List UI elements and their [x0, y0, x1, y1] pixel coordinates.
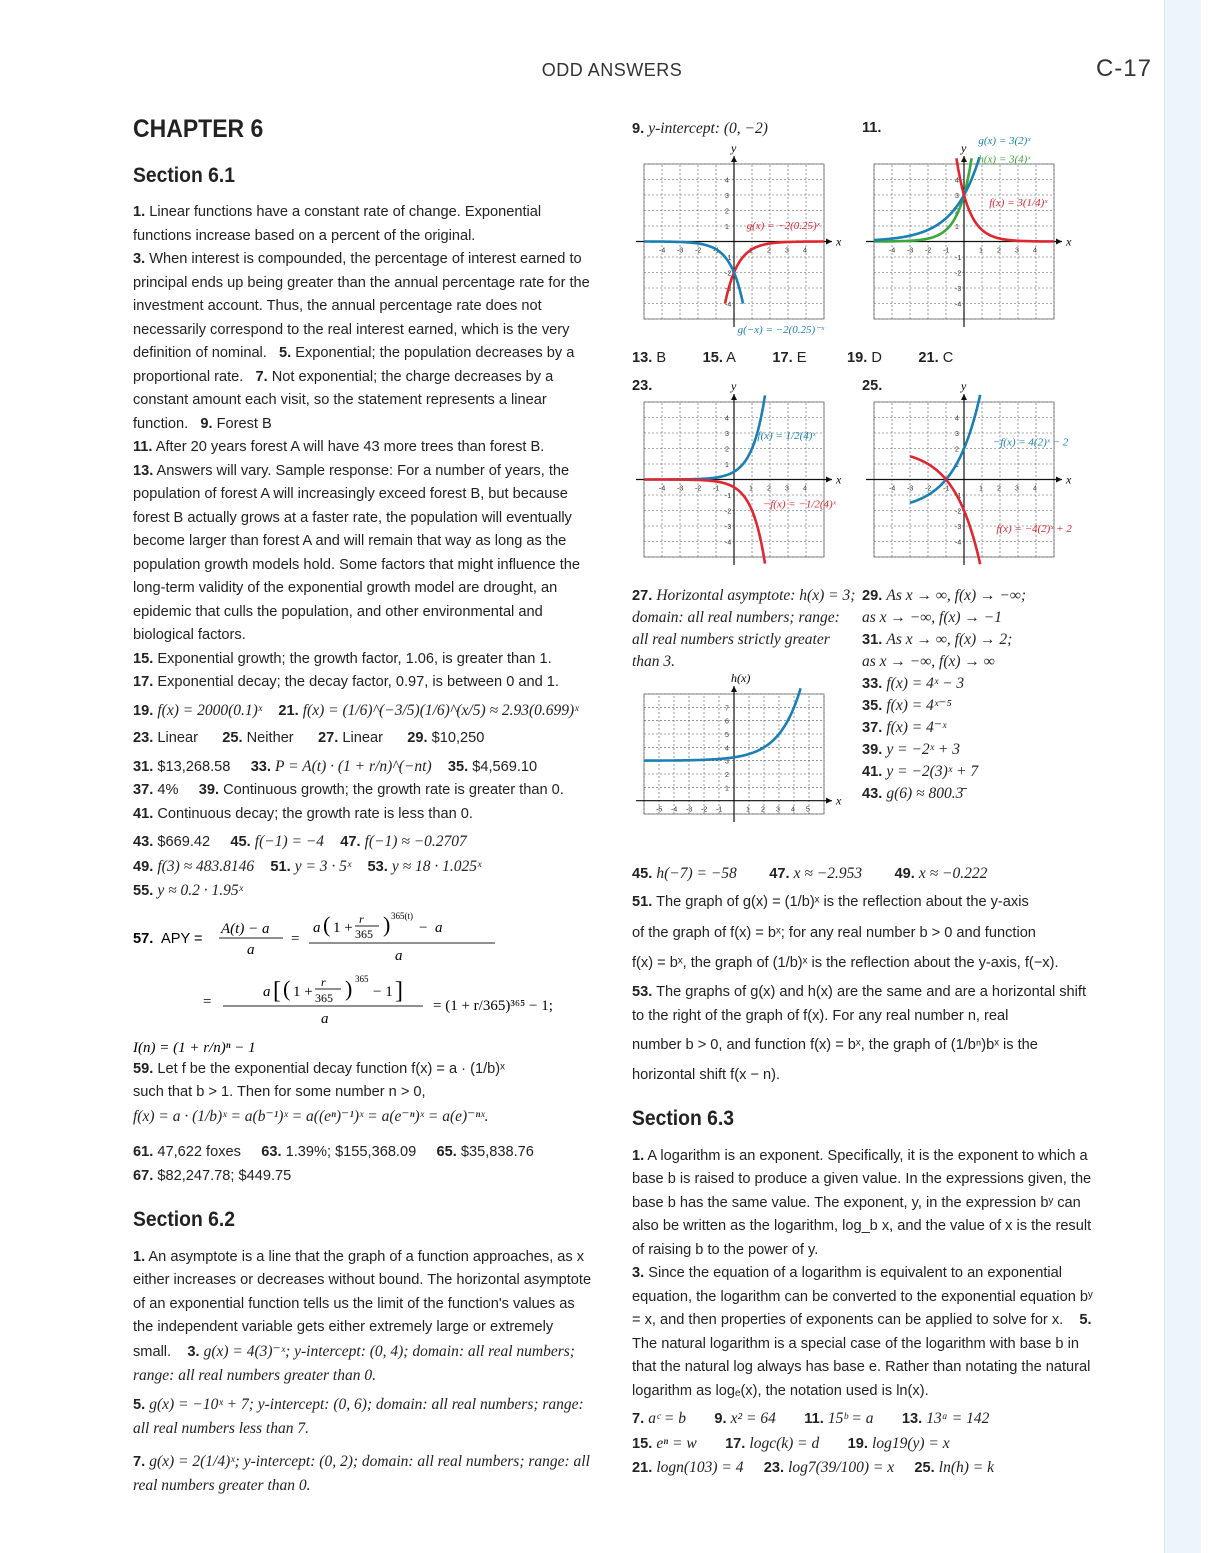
x-axis-arrow	[826, 477, 832, 483]
label-neg-f: −f(x) = −1/2(4)ˣ	[762, 498, 836, 511]
x-tick-label: -1	[943, 247, 950, 255]
answer-6-1-23-29: 23. Linear 25. Neither 27. Linear 29. $10,250	[133, 730, 485, 746]
y-tick-label: 6	[725, 718, 729, 726]
x-tick-label: -4	[671, 806, 678, 814]
y-tick-label: 3	[955, 431, 959, 438]
x-tick-label: 3	[785, 247, 789, 255]
svg-text:57.: 57.	[133, 930, 154, 947]
y-tick-label: -1	[725, 493, 732, 500]
x-tick-label: -2	[925, 247, 932, 255]
y-tick-label: 4	[955, 415, 959, 423]
answer-6-2-7: 7. g(x) = 2(1/4)ˣ; y-intercept: (0, 2); domain: all real numbers; range: all real numbers greater than 0.	[133, 1452, 590, 1494]
x-tick-label: -4	[659, 247, 666, 255]
x-tick-label: -2	[695, 485, 702, 493]
x-tick-label: 2	[761, 806, 765, 814]
answer-6-1-3: 3. When interest is compounded, the percentage of interest earned to principal ends up being greater than the annual percentage rate for the investment account. Thus, the annual percentage rate does not necessarily correspond to the real interest earned, which is the very definition of nominal. 5. Exponential; the population decreases by a proportional rate. 7. Not exponential; the charge decreases by a constant amount each visit, so the statement represents a linear function. 9. Forest B	[133, 251, 590, 432]
svg-text:− 1: − 1	[373, 983, 393, 1000]
x-tick-label: 2	[767, 247, 771, 255]
label-g-neg: g(−x) = −2(0.25)⁻ˣ	[737, 323, 825, 336]
svg-text:−: −	[419, 919, 428, 936]
x-tick-label: 2	[997, 247, 1001, 255]
y-tick-label: 3	[725, 758, 729, 766]
y-tick-label: 1	[725, 462, 729, 469]
x-tick-label: 2	[997, 485, 1001, 493]
y-axis-label: y	[961, 141, 967, 155]
x-tick-label: -3	[907, 485, 914, 493]
x-tick-label: -1	[716, 806, 723, 814]
answer-6-1-1: 1. Linear functions have a constant rate of change. Exponential functions increase based on a percent of the original.	[133, 204, 542, 244]
mc-row: 13. B 15. A 17. E 19. D 21. C	[632, 350, 954, 366]
section-heading-6-2: Section 6.2	[133, 1208, 236, 1231]
x-axis-label: x	[1066, 234, 1072, 249]
svg-text:1 +: 1 +	[333, 919, 353, 936]
x-tick-label: 1	[979, 247, 983, 255]
answer-6-1-55: 55. y ≈ 0.2 · 1.95ˣ	[133, 882, 243, 899]
x-tick-label: 4	[791, 806, 795, 814]
svg-text:1 +: 1 +	[293, 983, 313, 1000]
x-tick-label: -2	[701, 806, 708, 814]
graph-q27	[632, 672, 852, 832]
curve-h	[644, 688, 801, 760]
y-tick-label: 7	[725, 705, 729, 713]
x-tick-label: -3	[907, 247, 914, 255]
x-tick-label: 1	[749, 247, 753, 255]
x-tick-label: 2	[767, 485, 771, 493]
y-tick-label: 4	[725, 177, 729, 185]
answer-6-2-41: 41. y = −2(3)ˣ + 7	[862, 763, 979, 780]
answer-6-1-59-c: f(x) = a · (1/b)ˣ = a(b⁻¹)ˣ = a((eⁿ)⁻¹)ˣ = a(e⁻ⁿ)ˣ = a(e)⁻ⁿˣ.	[133, 1107, 489, 1125]
y-tick-label: 2	[725, 446, 729, 454]
apy-label: APY =	[161, 930, 203, 947]
answer-6-1-13: 13. Answers will vary. Sample response: For a number of years, the population of forest A will increasingly exceed forest B, but because forest B actually grows at a faster rate, the population will eventually become larger than forest A and will remain that way as long as the population growth models hold. Some factors that might influence the long-term validity of the exponential growth model are drought, an epidemic that culls the population, and other environmental and biological factors.	[133, 462, 580, 643]
answer-6-2-31: 31. As x → ∞, f(x) → 2;	[862, 631, 1013, 648]
y-tick-label: -1	[955, 493, 962, 500]
x-tick-label: -2	[695, 247, 702, 255]
svg-text:(: (	[323, 911, 331, 937]
y-tick-label: -4	[955, 539, 962, 547]
y-tick-label: 1	[725, 785, 729, 793]
right-column-text	[632, 862, 1097, 1481]
y-axis-arrow	[961, 394, 967, 400]
y-axis-label: y	[961, 379, 967, 393]
y-axis-label: y	[731, 379, 737, 393]
x-tick-label: -1	[943, 485, 950, 493]
answer-6-3-1: 1. A logarithm is an exponent. Specifically, it is the exponent to which a base b is raised to produce a given value. In the expressions given, the base b has the same value. The exponent, y, in the expression bʸ can also be written as the logarithm, log_b x, and the value of x is the result of raising b to the power of y.	[632, 1147, 1092, 1258]
answer-6-1-31-35: 31. $13,268.58 33. P = A(t) · (1 + r/n)^(−nt) 35. $4,569.10	[133, 757, 538, 775]
x-axis-arrow	[826, 239, 832, 245]
label-f: f(x) = −4(2)ˣ + 2	[996, 523, 1072, 536]
answer-6-1-61-65: 61. 47,622 foxes 63. 1.39%; $155,368.09 65. $35,838.76	[133, 1144, 534, 1160]
answer-6-1-37-41: 37. 4% 39. Continuous growth; the growth rate is greater than 0. 41. Continuous decay; the growth rate is less than 0.	[133, 782, 564, 822]
y-axis-arrow	[961, 156, 967, 162]
y-tick-label: -3	[955, 286, 962, 293]
label-g: g(x) = 3(2)ˣ	[978, 134, 1031, 147]
svg-text:]: ]	[395, 977, 403, 1004]
x-tick-label: 1	[746, 806, 750, 814]
svg-text:r: r	[359, 911, 364, 926]
page-margin-strip	[1164, 0, 1201, 1553]
answer-6-2-33: 33. f(x) = 4ˣ − 3	[862, 675, 965, 692]
answer-6-1-43-47: 43. $669.42 45. f(−1) = −4 47. f(−1) ≈ −0.2707	[133, 833, 467, 850]
x-tick-label: -2	[925, 485, 932, 493]
apy-simplified: = (1 + r/365)³⁶⁵ − 1;	[433, 997, 553, 1014]
label-f: f(x) = 1/2(4)ˣ	[757, 430, 816, 443]
y-axis-label: y	[731, 141, 737, 155]
answer-6-2-29: 29. As x → ∞, f(x) → −∞;	[862, 587, 1027, 604]
answer-6-2-53c: horizontal shift f(x − n).	[632, 1066, 781, 1083]
answer-6-1-49-53: 49. f(3) ≈ 483.8146 51. y = 3 · 5ˣ 53. y ≈ 18 · 1.025ˣ	[133, 857, 482, 875]
x-axis-label: x	[1066, 472, 1072, 487]
x-tick-label: -3	[677, 247, 684, 255]
y-tick-label: 2	[955, 208, 959, 216]
x-tick-label: 3	[776, 806, 780, 814]
svg-text:): )	[383, 911, 391, 937]
answer-6-1-17: 17. Exponential decay; the decay factor, 0.97, is between 0 and 1.	[133, 674, 559, 690]
y-tick-label: 1	[955, 224, 959, 231]
q23-label: 23.	[632, 378, 653, 394]
svg-text:365: 365	[315, 990, 333, 1005]
x-tick-label: -5	[656, 806, 663, 814]
answer-6-2-1: 1. An asymptote is a line that the graph of a function approaches, as x either increases or decreases without bound. The horizontal asymptote of an exponential function tells us the limit of the function's values as the independent variable gets either extremely large or extremely small. 3. g(x) = 4(3)⁻ˣ; y-intercept: (0, 4); domain: all real numbers; range: all real numbers greater than 0.	[133, 1248, 592, 1384]
y-tick-label: -4	[725, 539, 732, 547]
answer-6-3-21-25: 21. logn(103) = 4 23. log7(39/100) = x 25. ln(h) = k	[632, 1459, 994, 1476]
x-axis-label: x	[836, 472, 842, 487]
q11-label: 11.	[862, 120, 882, 136]
svg-text:r: r	[321, 974, 326, 989]
y-tick-label: 2	[725, 208, 729, 216]
x-tick-label: 4	[1033, 485, 1037, 493]
x-tick-label: -1	[713, 247, 720, 255]
x-tick-label: 3	[1015, 247, 1019, 255]
x-tick-label: -3	[677, 485, 684, 493]
y-tick-label: 3	[725, 431, 729, 438]
x-tick-label: 1	[979, 485, 983, 493]
chapter-title: CHAPTER 6	[133, 115, 264, 143]
svg-text:a: a	[395, 947, 403, 964]
svg-text:a: a	[263, 983, 271, 1000]
x-tick-label: 5	[806, 806, 810, 814]
apy-derivation-figure	[133, 910, 595, 1058]
answer-6-2-53a: 53. The graphs of g(x) and h(x) are the same and are a horizontal shift to the right of the graph of f(x). For any real number n, real	[632, 984, 1087, 1024]
answer-6-2-53b: number b > 0, and function f(x) = bˣ, the graph of (1/bⁿ)bˣ is the	[632, 1037, 1038, 1053]
x-axis-arrow	[1056, 239, 1062, 245]
left-column	[133, 112, 595, 1499]
graph-q9	[632, 142, 862, 342]
x-tick-label: 3	[785, 485, 789, 493]
answer-6-2-5: 5. g(x) = −10ˣ + 7; y-intercept: (0, 6); domain: all real numbers; range: all real numbers less than 7.	[133, 1395, 584, 1437]
x-tick-label: 4	[803, 485, 807, 493]
answer-6-2-37: 37. f(x) = 4⁻ˣ	[862, 719, 947, 736]
answer-6-1-15: 15. Exponential growth; the growth factor, 1.06, is greater than 1.	[133, 650, 552, 667]
y-tick-label: 3	[955, 193, 959, 200]
x-axis-label: x	[836, 793, 842, 808]
y-tick-label: -3	[725, 524, 732, 531]
y-tick-label: -2	[955, 508, 962, 516]
svg-text:): )	[345, 975, 353, 1001]
x-tick-label: 4	[803, 247, 807, 255]
section-heading-6-1: Section 6.1	[133, 163, 236, 187]
graph-q23	[632, 380, 862, 580]
x-tick-label: 1	[749, 485, 753, 493]
answer-6-2-31b: as x → −∞, f(x) → ∞	[862, 653, 995, 670]
answer-6-1-67: 67. $82,247.78; $449.75	[133, 1167, 292, 1184]
q9-label: 9. y-intercept: (0, −2)	[632, 120, 768, 137]
y-tick-label: -4	[955, 301, 962, 309]
label-g: g(x) = −2(0.25)ˣ	[746, 220, 820, 233]
svg-text:a: a	[321, 1010, 329, 1027]
x-tick-label: 3	[1015, 485, 1019, 493]
apy-per-period: I(n) = (1 + r/n)ⁿ − 1	[133, 1039, 256, 1056]
y-axis-arrow	[731, 686, 737, 692]
answer-6-2-27: 27. Horizontal asymptote: h(x) = 3; domain: all real numbers; range: all real numbers strictly greater than 3.	[632, 587, 856, 670]
y-tick-label: 1	[725, 224, 729, 231]
y-tick-label: 4	[955, 177, 959, 185]
answer-6-2-45-49: 45. h(−7) = −58 47. x ≈ −2.953 49. x ≈ −0.222	[632, 865, 988, 882]
label-f: f(x) = 3(1/4)ˣ	[989, 196, 1048, 209]
section-heading-6-3: Section 6.3	[632, 1107, 735, 1130]
graph-q25	[862, 380, 1092, 580]
y-axis-label: h(x)	[731, 671, 751, 685]
answer-6-3-3: 3. Since the equation of a logarithm is equivalent to an exponential equation, the logarithm can be converted to the exponential equation bʸ = x, and then properties of exponents can be applied to solve for x. 5. The natural logarithm is a special case of the logarithm with base b in that the natural log always has base e. Rather than notating the natural logarithm as logₑ(x), the notation used is ln(x).	[632, 1265, 1093, 1399]
svg-text:(: (	[283, 975, 291, 1001]
answer-6-2-51c: f(x) = bˣ, the graph of (1/b)ˣ is the reflection about the y-axis, f(−x).	[632, 954, 1059, 971]
y-tick-label: 4	[725, 415, 729, 423]
answer-6-2-51b: of the graph of f(x) = bˣ; for any real number b > 0 and function	[632, 925, 1036, 941]
answer-6-2-39: 39. y = −2ˣ + 3	[862, 741, 960, 758]
y-tick-label: -3	[955, 524, 962, 531]
x-tick-label: -4	[659, 485, 666, 493]
x-axis-label: x	[836, 234, 842, 249]
svg-text:a: a	[435, 919, 443, 936]
svg-text:a: a	[247, 941, 255, 958]
svg-text:=: =	[291, 930, 300, 947]
y-axis-arrow	[731, 156, 737, 162]
y-tick-label: 4	[725, 745, 729, 753]
answer-6-1-19-21: 19. f(x) = 2000(0.1)ˣ 21. f(x) = (1/6)^(−3/5)(1/6)^(x/5) ≈ 2.93(0.699)ˣ	[133, 701, 579, 719]
q25-label: 25.	[862, 378, 883, 394]
y-tick-label: 1	[955, 462, 959, 469]
x-tick-label: -1	[713, 485, 720, 493]
answer-6-2-35: 35. f(x) = 4ˣ⁻⁵	[862, 697, 952, 714]
answer-6-1-59-b: such that b > 1. Then for some number n > 0,	[133, 1084, 426, 1100]
answer-6-2-29-43	[862, 585, 1097, 805]
graph-q11	[862, 134, 1092, 342]
svg-text:365: 365	[355, 973, 369, 984]
answer-6-2-29b: as x → −∞, f(x) → −1	[862, 609, 1003, 626]
x-tick-label: 4	[1033, 247, 1037, 255]
y-tick-label: -4	[725, 301, 732, 309]
svg-text:365(t): 365(t)	[391, 910, 413, 921]
answer-6-3-15-19: 15. eⁿ = w 17. logc(k) = d 19. log19(y) = x	[632, 1434, 950, 1452]
answer-6-3-7-13: 7. aᶜ = b 9. x² = 64 11. 15ᵇ = a 13. 13ᵃ = 142	[632, 1410, 990, 1427]
y-tick-label: -2	[725, 270, 732, 278]
label-neg-f: −f(x) = 4(2)ˣ − 2	[992, 436, 1069, 449]
svg-text:A(t) − a: A(t) − a	[221, 920, 270, 937]
svg-text:=: =	[203, 993, 212, 1010]
answer-6-1-57	[133, 910, 595, 1058]
y-tick-label: -3	[725, 286, 732, 293]
x-axis-arrow	[1056, 477, 1062, 483]
y-tick-label: 5	[725, 732, 729, 739]
y-tick-label: 2	[725, 772, 729, 779]
y-tick-label: -2	[955, 270, 962, 278]
y-tick-label: -2	[725, 508, 732, 516]
y-tick-label: 3	[725, 193, 729, 200]
y-tick-label: 2	[955, 446, 959, 454]
label-h: h(x) = 3(4)ˣ	[978, 153, 1031, 166]
page-number: C-17	[1095, 55, 1152, 82]
x-tick-label: -4	[889, 485, 896, 493]
curve-f	[910, 456, 980, 564]
svg-text:a: a	[313, 919, 321, 936]
running-header: ODD ANSWERS	[541, 60, 683, 80]
x-tick-label: -4	[889, 247, 896, 255]
answer-6-2-43: 43. g(6) ≈ 800.3̄	[862, 785, 964, 802]
answer-6-1-11: 11. After 20 years forest A will have 43 more trees than forest B.	[133, 439, 545, 455]
answer-6-2-51a: 51. The graph of g(x) = (1/b)ˣ is the reflection about the y-axis	[632, 893, 1029, 910]
y-tick-label: -1	[955, 255, 962, 262]
svg-text:[: [	[273, 977, 281, 1004]
y-axis-arrow	[731, 394, 737, 400]
x-tick-label: -3	[686, 806, 693, 814]
svg-text:365: 365	[355, 926, 373, 941]
x-axis-arrow	[826, 798, 832, 804]
answer-6-1-59-a: 59. Let f be the exponential decay function f(x) = a · (1/b)ˣ	[133, 1060, 505, 1077]
y-tick-label: -1	[725, 255, 732, 262]
